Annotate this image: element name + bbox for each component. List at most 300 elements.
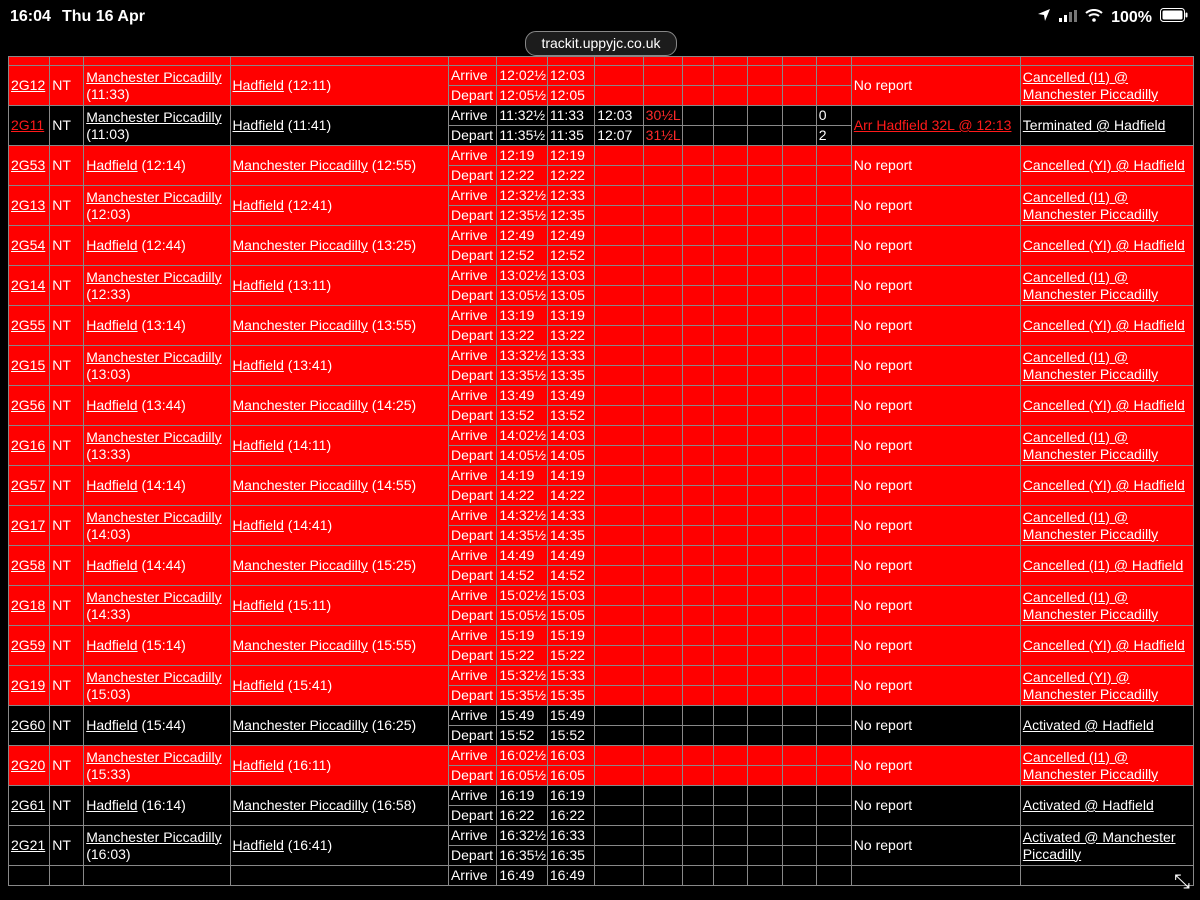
depart-gbtt: 11:35 [549,127,584,143]
destination-time: (16:41) [287,837,333,853]
train-row [9,346,1194,366]
destination-time: (16:58) [371,797,417,813]
origin-link[interactable]: Manchester Piccadilly [86,828,222,845]
depart-label: Depart [450,87,493,103]
origin-link[interactable]: Manchester Piccadilly [86,108,222,125]
train-row [9,386,1194,406]
origin-link[interactable]: Manchester Piccadilly [86,588,222,605]
depart-gbtt: 14:22 [549,487,585,503]
destination-time: (12:55) [371,157,417,173]
depart-wtt: 11:35½ [499,127,546,143]
destination-link[interactable]: Manchester Piccadilly [232,237,368,253]
headcode-link[interactable]: 2G20 [11,757,46,773]
operator-code: NT [52,317,71,333]
arrive-wtt: 13:02½ [499,267,547,283]
origin-link[interactable]: Hadfield [86,477,138,493]
depart-wtt: 13:05½ [499,287,547,303]
depart-wtt: 15:05½ [499,607,547,623]
origin-link[interactable]: Hadfield [86,637,138,653]
latest-report: No report [853,277,913,293]
latest-report: No report [853,157,913,173]
origin-time: (13:14) [141,317,186,333]
platform-arrive: 0 [818,107,827,123]
status-link[interactable]: Cancelled (YI) @ Hadfield [1022,157,1185,173]
arrive-gbtt: 13:03 [549,267,585,283]
train-table-body [9,57,1194,886]
latest-report: No report [853,597,913,613]
status-link[interactable]: Cancelled (I1) @ Manchester Piccadilly [1022,428,1159,462]
latest-report: No report [853,637,913,653]
status-link[interactable]: Cancelled (I1) @ Manchester Piccadilly [1022,588,1159,622]
origin-link[interactable]: Hadfield [86,237,138,253]
battery-percent: 100% [1111,8,1152,26]
train-row [9,426,1194,446]
destination-time: (16:11) [287,757,332,773]
origin-time: (13:33) [86,445,131,462]
depart-lateness: 31½L [645,127,681,143]
destination-time: (14:41) [287,517,333,533]
headcode-link[interactable]: 2G53 [11,157,46,173]
arrive-gbtt: 12:49 [549,227,585,243]
status-link[interactable]: Cancelled (I1) @ Manchester Piccadilly [1022,68,1159,102]
destination-link[interactable]: Hadfield [232,357,284,373]
arrive-label: Arrive [450,227,488,243]
depart-gbtt: 13:05 [549,287,585,303]
status-link[interactable]: Cancelled (YI) @ Hadfield [1022,477,1185,493]
status-link[interactable]: Cancelled (I1) @ Manchester Piccadilly [1022,268,1159,302]
origin-time: (12:03) [86,205,131,222]
headcode-link[interactable]: 2G16 [11,437,46,453]
destination-time: (15:25) [371,557,417,573]
destination-link[interactable]: Manchester Piccadilly [232,477,368,493]
depart-label: Depart [450,687,493,703]
destination-link[interactable]: Hadfield [232,277,284,293]
latest-report: No report [853,197,913,213]
arrive-label: Arrive [450,427,488,443]
destination-time: (11:41) [287,117,332,133]
depart-wtt: 15:22 [499,647,535,663]
arrive-wtt: 12:02½ [499,67,547,83]
destination-time: (15:55) [371,637,417,653]
status-link[interactable]: Cancelled (I1) @ Manchester Piccadilly [1022,348,1159,382]
arrive-label: Arrive [450,467,488,483]
operator-code: NT [52,837,71,853]
origin-time: (14:33) [86,605,131,622]
train-row [9,626,1194,646]
train-row [9,546,1194,566]
destination-link[interactable]: Hadfield [232,117,284,133]
train-row [9,706,1194,726]
arrive-gbtt: 14:19 [549,467,585,483]
destination-time: (15:41) [287,677,333,693]
depart-wtt: 13:22 [499,327,535,343]
headcode-link[interactable]: 2G14 [11,277,46,293]
operator-code: NT [52,677,71,693]
destination-time: (16:25) [371,717,417,733]
depart-gbtt: 12:35 [549,207,585,223]
train-row [9,106,1194,126]
origin-link[interactable]: Hadfield [86,397,138,413]
arrive-gbtt: 15:03 [549,587,585,603]
destination-link[interactable]: Manchester Piccadilly [232,557,368,573]
depart-wtt: 12:35½ [499,207,547,223]
depart-wtt: 14:22 [499,487,535,503]
arrive-label: Arrive [450,627,488,643]
origin-link[interactable]: Manchester Piccadilly [86,68,222,85]
depart-label: Depart [450,847,493,863]
partial-row-bottom [9,866,1194,886]
operator-code: NT [52,557,71,573]
depart-gbtt: 14:35 [549,527,585,543]
destination-link[interactable]: Manchester Piccadilly [232,397,368,413]
origin-time: (15:14) [141,637,186,653]
arrive-gbtt: 15:33 [549,667,585,683]
status-link[interactable]: Cancelled (YI) @ Manchester Piccadilly [1022,668,1159,702]
status-link[interactable]: Cancelled (YI) @ Hadfield [1022,397,1185,413]
operator-code: NT [52,157,71,173]
operator-code: NT [52,517,71,533]
status-link[interactable]: Cancelled (YI) @ Hadfield [1022,317,1185,333]
status-link[interactable]: Cancelled (I1) @ Manchester Piccadilly [1022,188,1159,222]
origin-time: (12:44) [141,237,186,253]
train-table-container [8,56,1194,900]
depart-label: Depart [450,567,493,583]
train-row [9,826,1194,846]
status-link[interactable]: Activated @ Manchester Piccadilly [1022,828,1176,862]
status-link[interactable]: Cancelled (I1) @ Manchester Piccadilly [1022,748,1159,782]
status-link[interactable]: Cancelled (YI) @ Hadfield [1022,637,1185,653]
arrive-label: Arrive [450,507,488,523]
date: Thu 16 Apr [62,8,145,25]
destination-link[interactable]: Hadfield [232,597,284,613]
depart-label: Depart [450,167,493,183]
address-bar[interactable]: trackit.uppyjc.co.uk [525,31,677,56]
headcode-link[interactable]: 2G12 [11,77,46,93]
depart-gbtt: 15:05 [549,607,585,623]
origin-link[interactable]: Manchester Piccadilly [86,188,222,205]
latest-report[interactable]: Arr Hadfield 32L @ 12:13 [853,117,1012,133]
origin-time: (11:03) [86,125,130,142]
arrive-wtt: 14:02½ [499,427,547,443]
arrive-wtt: 13:49 [499,387,535,403]
arrive-label: Arrive [450,707,488,723]
status-link[interactable]: Cancelled (I1) @ Hadfield [1022,557,1184,573]
latest-report: No report [853,237,913,253]
origin-time: (12:14) [141,157,186,173]
arrive-gbtt: 12:33 [549,187,585,203]
origin-time: (14:44) [141,557,186,573]
destination-time: (13:25) [371,237,417,253]
depart-label: Depart [450,487,493,503]
depart-wtt: 12:05½ [499,87,547,103]
clock: 16:04 [10,8,51,25]
depart-label: Depart [450,247,493,263]
arrive-gbtt: 13:49 [549,387,585,403]
origin-time: (13:44) [141,397,186,413]
origin-time: (16:14) [141,797,186,813]
headcode-link[interactable]: 2G59 [11,637,46,653]
arrive-label: Arrive [450,147,488,163]
arrive-lateness: 30½L [645,107,681,123]
arrive-wtt: 16:49 [497,866,547,886]
headcode-link[interactable]: 2G15 [11,357,46,373]
depart-label: Depart [450,447,493,463]
depart-wtt: 15:35½ [499,687,547,703]
destination-time: (13:41) [287,357,333,373]
arrive-label: Arrive [450,827,488,843]
headcode-link[interactable]: 2G58 [11,557,46,573]
arrive-gbtt: 14:49 [549,547,585,563]
origin-link[interactable]: Hadfield [86,797,138,813]
headcode-link[interactable]: 2G18 [11,597,46,613]
train-row [9,306,1194,326]
train-row [9,66,1194,86]
depart-label: Depart [450,367,493,383]
arrive-label: Arrive [450,347,488,363]
arrive-wtt: 11:32½ [499,107,546,123]
arrive-gbtt: 16:19 [549,787,585,803]
arrive-wtt: 16:02½ [499,747,547,763]
depart-wtt: 13:35½ [499,367,547,383]
arrive-wtt: 15:19 [499,627,535,643]
destination-link[interactable]: Manchester Piccadilly [232,317,368,333]
arrive-label: Arrive [450,267,488,283]
depart-label: Depart [450,527,493,543]
latest-report: No report [853,757,913,773]
origin-link[interactable]: Manchester Piccadilly [86,508,222,525]
headcode-link[interactable]: 2G13 [11,197,46,213]
operator-code: NT [52,717,71,733]
destination-link[interactable]: Hadfield [232,837,284,853]
status-icons [1037,8,1188,27]
depart-gbtt: 16:22 [549,807,585,823]
arrive-label: Arrive [450,587,488,603]
headcode-link[interactable]: 2G54 [11,237,46,253]
operator-code: NT [52,597,71,613]
operator-code: NT [52,397,71,413]
resize-handle-icon[interactable]: ⤡ [1174,871,1190,893]
headcode-link[interactable]: 2G19 [11,677,46,693]
origin-time: (15:03) [86,685,131,702]
operator-code: NT [52,77,71,93]
arrive-gbtt: 13:19 [549,307,585,323]
status-link[interactable]: Activated @ Hadfield [1022,717,1154,733]
latest-report: No report [853,837,913,853]
headcode-link[interactable]: 2G60 [11,717,46,733]
origin-time: (11:33) [86,85,130,102]
origin-time: (14:14) [141,477,186,493]
latest-report: No report [853,797,913,813]
origin-link[interactable]: Hadfield [86,717,138,733]
arrive-gbtt: 15:19 [549,627,585,643]
battery-icon [1160,8,1188,27]
depart-wtt: 16:05½ [499,767,547,783]
arrive-label: Arrive [450,547,488,563]
depart-wtt: 13:52 [499,407,535,423]
arrive-gbtt: 12:03 [549,67,585,83]
destination-link[interactable]: Hadfield [232,197,284,213]
train-table [8,56,1194,886]
arrive-gbtt: 13:33 [549,347,585,363]
status-link[interactable]: Cancelled (YI) @ Hadfield [1022,237,1185,253]
train-row [9,586,1194,606]
arrive-label: Arrive [450,387,488,403]
wifi-icon [1085,9,1103,27]
origin-link[interactable]: Hadfield [86,317,138,333]
operator-code: NT [52,757,71,773]
arrive-wtt: 13:32½ [499,347,547,363]
operator-code: NT [52,797,71,813]
train-row [9,666,1194,686]
headcode-link[interactable]: 2G61 [11,797,46,813]
depart-wtt: 12:22 [499,167,535,183]
depart-gbtt: 12:22 [549,167,585,183]
origin-link[interactable]: Manchester Piccadilly [86,268,222,285]
depart-gbtt: 12:05 [549,87,585,103]
train-row [9,146,1194,166]
arrive-wtt: 13:19 [499,307,535,323]
depart-label: Depart [450,327,493,343]
location-arrow-icon [1037,8,1051,27]
origin-link[interactable]: Manchester Piccadilly [86,668,222,685]
destination-time: (12:11) [287,77,332,93]
arrive-gbtt: 14:33 [549,507,585,523]
destination-time: (15:11) [287,597,332,613]
depart-gbtt: 14:05 [549,447,585,463]
arrive-wtt: 15:02½ [499,587,547,603]
depart-wtt: 14:52 [499,567,535,583]
destination-time: (13:11) [287,277,332,293]
depart-gbtt: 13:22 [549,327,585,343]
arrive-gbtt: 16:33 [549,827,585,843]
depart-label: Depart [450,607,493,623]
latest-report: No report [853,677,913,693]
train-row [9,746,1194,766]
status-link[interactable]: Activated @ Hadfield [1022,797,1154,813]
headcode-link[interactable]: 2G57 [11,477,46,493]
origin-time: (15:33) [86,765,131,782]
latest-report: No report [853,357,913,373]
depart-wtt: 15:52 [499,727,535,743]
cellular-signal-icon [1059,9,1077,27]
headcode-link[interactable]: 2G17 [11,517,46,533]
origin-time: (12:33) [86,285,131,302]
destination-link[interactable]: Manchester Piccadilly [232,637,368,653]
destination-link[interactable]: Hadfield [232,437,284,453]
train-row [9,226,1194,246]
arrive-wtt: 14:49 [499,547,535,563]
depart-label: Depart [450,407,493,423]
depart-wtt: 16:35½ [499,847,547,863]
origin-link[interactable]: Manchester Piccadilly [86,348,222,365]
operator-code: NT [52,117,71,133]
arrive-gbtt: 11:33 [549,107,584,123]
origin-link[interactable]: Manchester Piccadilly [86,748,222,765]
depart-gbtt: 16:35 [549,847,585,863]
origin-time: (16:03) [86,845,131,862]
origin-time: (14:03) [86,525,131,542]
arrive-wtt: 14:32½ [499,507,547,523]
arrive-label: Arrive [450,107,488,123]
origin-link[interactable]: Hadfield [86,157,138,173]
depart-gbtt: 15:22 [549,647,585,663]
status-link[interactable]: Terminated @ Hadfield [1022,117,1166,133]
depart-actual: 12:07 [597,127,633,143]
latest-report: No report [853,397,913,413]
origin-time: (13:03) [86,365,131,382]
destination-link[interactable]: Hadfield [232,517,284,533]
depart-wtt: 12:52 [499,247,535,263]
depart-label: Depart [450,647,493,663]
headcode-link[interactable]: 2G21 [11,837,46,853]
origin-link[interactable]: Hadfield [86,557,138,573]
arrive-gbtt: 12:19 [549,147,585,163]
arrive-label: Arrive [450,67,488,83]
destination-link[interactable]: Manchester Piccadilly [232,797,368,813]
destination-link[interactable]: Hadfield [232,677,284,693]
origin-time: (15:44) [141,717,186,733]
arrive-label: Arrive [450,187,488,203]
operator-code: NT [52,277,71,293]
status-link[interactable]: Cancelled (I1) @ Manchester Piccadilly [1022,508,1159,542]
arrive-wtt: 12:32½ [499,187,547,203]
depart-wtt: 16:22 [499,807,535,823]
origin-link[interactable]: Manchester Piccadilly [86,428,222,445]
destination-link[interactable]: Hadfield [232,757,284,773]
depart-gbtt: 15:35 [549,687,585,703]
destination-time: (14:25) [371,397,417,413]
latest-report: No report [853,77,913,93]
operator-code: NT [52,357,71,373]
latest-report: No report [853,477,913,493]
destination-link[interactable]: Manchester Piccadilly [232,157,368,173]
arrive-wtt: 16:32½ [499,827,547,843]
arrive-label: Arrive [450,747,488,763]
arrive-wtt: 14:19 [499,467,535,483]
headcode-link[interactable]: 2G55 [11,317,46,333]
headcode-link[interactable]: 2G11 [11,117,45,133]
depart-label: Depart [450,767,493,783]
destination-link[interactable]: Hadfield [232,77,284,93]
destination-time: (13:55) [371,317,417,333]
arrive-gbtt: 16:49 [547,866,594,886]
arrive-gbtt: 14:03 [549,427,585,443]
arrive-gbtt: 15:49 [549,707,585,723]
depart-gbtt: 14:52 [549,567,585,583]
arrive-wtt: 15:32½ [499,667,547,683]
arrive-wtt: 12:19 [499,147,535,163]
train-row [9,506,1194,526]
operator-code: NT [52,637,71,653]
depart-gbtt: 13:52 [549,407,585,423]
destination-link[interactable]: Manchester Piccadilly [232,717,368,733]
arrive-wtt: 12:49 [499,227,535,243]
partial-row-top [9,57,1194,66]
depart-wtt: 14:05½ [499,447,547,463]
latest-report: No report [853,317,913,333]
depart-gbtt: 16:05 [549,767,585,783]
headcode-link[interactable]: 2G56 [11,397,46,413]
train-row [9,466,1194,486]
arrive-actual: 12:03 [597,107,633,123]
depart-label: Depart [450,207,493,223]
operator-code: NT [52,237,71,253]
operator-code: NT [52,437,71,453]
platform-depart: 2 [818,127,827,143]
depart-label: Depart [450,807,493,823]
latest-report: No report [853,717,913,733]
arrive-label: Arrive [450,787,488,803]
